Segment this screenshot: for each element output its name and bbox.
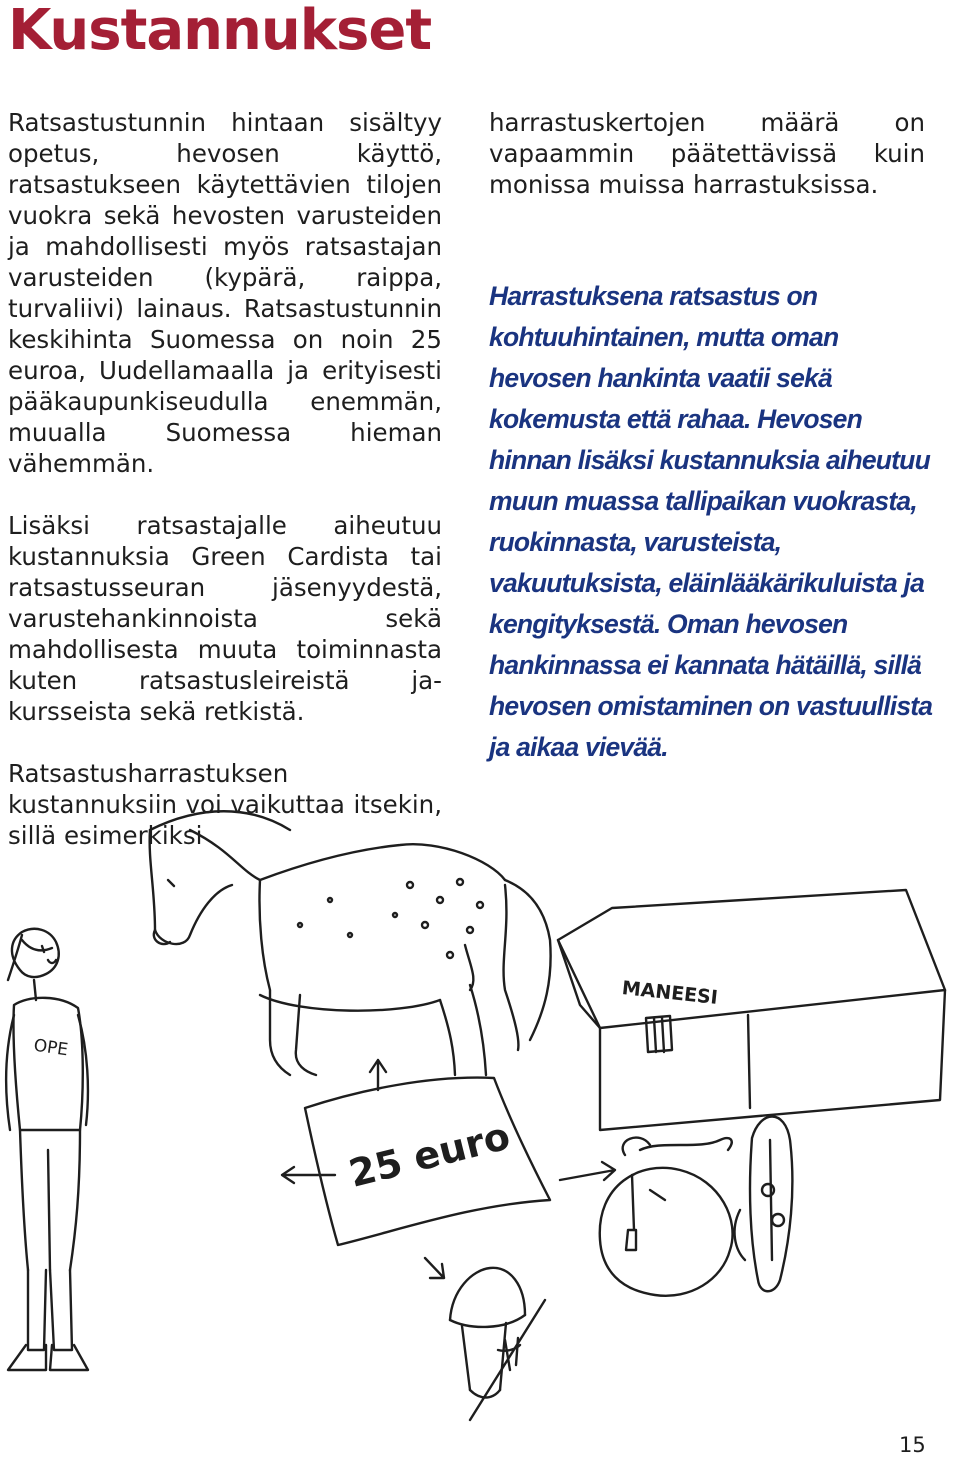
costs-illustration [0, 790, 960, 1430]
whip-drawing [470, 1300, 545, 1420]
barn-drawing [558, 890, 945, 1130]
horse-drawing [150, 811, 551, 1075]
paragraph-frequency: harrastuskertojen määrä on vapaammin päätettävissä kuin monissa muissa harrastuksissa. [489, 108, 925, 199]
shirt-label: OPE [32, 1035, 70, 1061]
highlight-own-horse: Harrastuksena ratsastus on kohtuuhintainen, mutta oman hevosen hankinta vaatii sekä kokemusta että rahaa. Hevosen hinnan lisäksi kustannuksia aiheutuu muun muassa tallipaikan vuokrasta, ruokinnasta, varusteista, vakuutuksista, eläinlääkärikuluista ja kengityksestä. Oman hevosen hankinnassa ei kannata hätäillä, sillä hevosen omistaminen on vastuullista ja aikaa vievää. [489, 281, 933, 762]
price-sign-text: 25 euro [344, 1113, 515, 1196]
helmet-drawing [450, 1268, 525, 1398]
right-text-column [489, 107, 925, 231]
barn-label: MANEESI [620, 977, 719, 1010]
bridle-drawing [735, 1117, 793, 1292]
page-number: 15 [899, 1433, 926, 1457]
left-text-column [8, 107, 442, 882]
paragraph-own-influence: Ratsastusharrastuksen kustannuksiin voi vaikuttaa itsekin, sillä esimerkiksi [8, 759, 442, 850]
paragraph-lesson-price: Ratsastustunnin hintaan sisältyy opetus, hevosen käyttö, ratsastukseen käytettävien tilojen vuokra sekä hevosten varusteiden ja mahdollisesti myös ratsastajan varusteiden (kypärä, raippa, turvaliivi) lainaus. Ratsastustunnin keskihinta Suomessa on noin 25 euroa, Uudellamaalla ja erityisesti pääkaupunkiseudulla enemmän, muualla Suomessa hieman vähemmän. [8, 108, 442, 478]
saddle-drawing [600, 1138, 733, 1296]
instructor-figure [6, 929, 88, 1370]
paragraph-extra-costs: Lisäksi ratsastajalle aiheutuu kustannuksia Green Cardista tai ratsastusseuran jäsenyydestä, varustehankinnoista sekä mahdollisesta muuta toiminnasta kuten ratsastusleireistä ja-kursseista sekä retkistä. [8, 511, 442, 726]
page-title: Kustannukset [8, 0, 432, 63]
